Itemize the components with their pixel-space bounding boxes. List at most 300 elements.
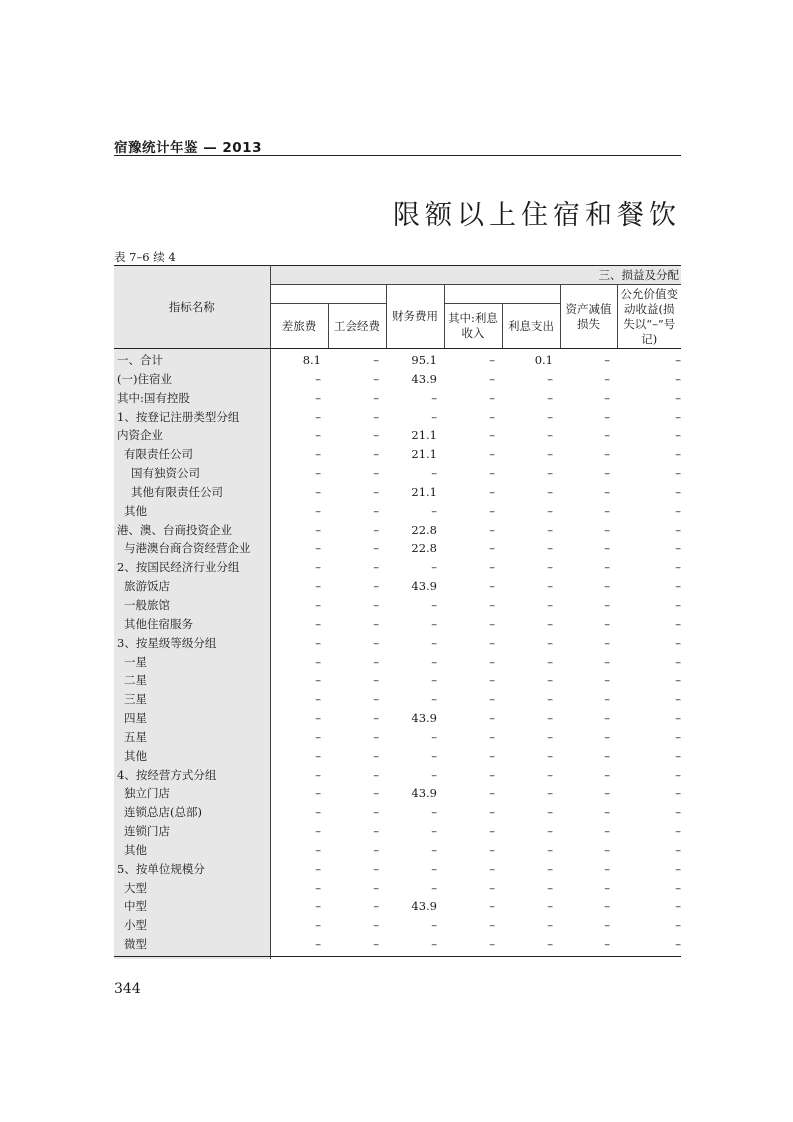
cell-value: – — [675, 748, 682, 763]
cell-value: – — [373, 597, 379, 612]
cell-value: – — [431, 767, 437, 782]
cell-value: – — [675, 918, 682, 933]
cell-value: – — [315, 692, 321, 707]
cell-value: – — [315, 880, 321, 895]
cell-value: – — [373, 861, 379, 876]
cell-value: – — [431, 937, 437, 952]
cell-value: – — [431, 805, 437, 820]
cell-value: – — [373, 899, 379, 914]
cell-value: – — [431, 597, 437, 612]
header-interest-income: 其中:利息收入 — [444, 304, 502, 349]
table-row — [114, 766, 681, 785]
cell-value: – — [604, 466, 610, 481]
row-label: 国有独资公司 — [114, 464, 270, 483]
cell-value: – — [489, 805, 495, 820]
cell-value: – — [431, 560, 437, 575]
row-label: (一)住宿业 — [114, 370, 270, 389]
row-label: 与港澳台商合资经营企业 — [114, 539, 270, 558]
cell-value: – — [489, 579, 495, 594]
cell-value: – — [431, 824, 437, 839]
cell-value: – — [547, 824, 553, 839]
table-row — [114, 747, 681, 766]
cell-value: – — [675, 484, 682, 499]
table-row — [114, 426, 681, 445]
cell-value: – — [489, 635, 495, 650]
row-label: 内资企业 — [114, 426, 270, 445]
cell-value: – — [489, 918, 495, 933]
cell-value: – — [489, 880, 495, 895]
cell-value: – — [489, 503, 495, 518]
cell-value: – — [604, 692, 610, 707]
cell-value: – — [373, 560, 379, 575]
cell-value: – — [604, 880, 610, 895]
cell-value: – — [431, 466, 437, 481]
cell-value: – — [604, 484, 610, 499]
cell-value: – — [489, 899, 495, 914]
cell-value: – — [547, 861, 553, 876]
row-label: 4、按经营方式分组 — [114, 766, 270, 785]
cell-value: – — [489, 371, 495, 386]
cell-value: – — [431, 918, 437, 933]
cell-value: – — [315, 560, 321, 575]
cell-value: – — [315, 805, 321, 820]
cell-value: – — [315, 428, 321, 443]
cell-value: – — [675, 937, 682, 952]
header-blank-group — [270, 285, 386, 304]
cell-value: – — [604, 635, 610, 650]
cell-value: – — [604, 654, 610, 669]
cell-value: – — [315, 824, 321, 839]
table-row — [114, 483, 681, 502]
table-row — [114, 653, 681, 672]
table-row — [114, 841, 681, 860]
cell-value: – — [373, 654, 379, 669]
cell-value: – — [315, 729, 321, 744]
table-row — [114, 690, 681, 709]
cell-value: – — [675, 447, 682, 462]
table-row — [114, 349, 681, 370]
cell-value: 0.1 — [534, 353, 553, 367]
cell-value: – — [675, 880, 682, 895]
cell-value: – — [315, 767, 321, 782]
table-row — [114, 521, 681, 540]
cell-value: – — [373, 748, 379, 763]
cell-value: – — [489, 729, 495, 744]
cell-value: – — [373, 616, 379, 631]
cell-value: – — [315, 522, 321, 537]
cell-value: – — [675, 390, 682, 405]
cell-value: – — [431, 692, 437, 707]
header-travel-expense: 差旅费 — [270, 304, 328, 349]
cell-value: – — [547, 390, 553, 405]
table-row — [114, 370, 681, 389]
table-row — [114, 558, 681, 577]
cell-value: – — [604, 842, 610, 857]
cell-value: – — [315, 918, 321, 933]
cell-value: – — [547, 842, 553, 857]
cell-value: – — [489, 767, 495, 782]
row-label: 连锁门店 — [114, 822, 270, 841]
cell-value: – — [675, 579, 682, 594]
cell-value: – — [373, 767, 379, 782]
cell-value: – — [373, 390, 379, 405]
row-label: 其中:国有控股 — [114, 389, 270, 408]
cell-value: – — [431, 654, 437, 669]
cell-value: – — [604, 353, 610, 367]
table-row — [114, 596, 681, 615]
cell-value: – — [547, 541, 553, 556]
cell-value: – — [489, 692, 495, 707]
row-label: 连锁总店(总部) — [114, 803, 270, 822]
table-label: 表 7–6 续 4 — [114, 250, 176, 264]
table-row — [114, 879, 681, 898]
cell-value: – — [675, 503, 682, 518]
cell-value: – — [373, 918, 379, 933]
cell-value: – — [604, 616, 610, 631]
cell-value: – — [373, 522, 379, 537]
cell-value: – — [675, 899, 682, 914]
table-row — [114, 803, 681, 822]
cell-value: – — [489, 390, 495, 405]
cell-value: – — [547, 899, 553, 914]
cell-value: – — [431, 673, 437, 688]
cell-value: – — [489, 824, 495, 839]
table-row — [114, 502, 681, 521]
cell-value: – — [675, 371, 682, 386]
cell-value: 22.8 — [411, 541, 437, 556]
table-row — [114, 822, 681, 841]
cell-value: – — [431, 390, 437, 405]
cell-value: – — [675, 466, 682, 481]
table-row — [114, 634, 681, 653]
cell-value: – — [547, 428, 553, 443]
cell-value: – — [373, 635, 379, 650]
cell-value: – — [373, 428, 379, 443]
header-interest-expense: 利息支出 — [502, 304, 560, 349]
cell-value: – — [315, 673, 321, 688]
cell-value: – — [315, 899, 321, 914]
row-label: 旅游饭店 — [114, 577, 270, 596]
header-finance-cost: 财务费用 — [386, 285, 444, 349]
cell-value: – — [604, 861, 610, 876]
cell-value: – — [373, 937, 379, 952]
cell-value: – — [547, 937, 553, 952]
cell-value: – — [315, 447, 321, 462]
cell-value: – — [489, 597, 495, 612]
cell-value: – — [489, 447, 495, 462]
cell-value: – — [547, 503, 553, 518]
header-section-profit: 三、损益及分配 — [270, 266, 681, 285]
cell-value: – — [315, 635, 321, 650]
cell-value: – — [489, 937, 495, 952]
cell-value: – — [675, 541, 682, 556]
cell-value: 8.1 — [302, 353, 321, 367]
table-bottom-rule — [114, 956, 681, 957]
cell-value: – — [373, 786, 379, 801]
cell-value: 22.8 — [411, 522, 437, 537]
cell-value: – — [315, 466, 321, 481]
table-row — [114, 389, 681, 408]
cell-value: – — [675, 805, 682, 820]
row-label: 独立门店 — [114, 784, 270, 803]
table-row — [114, 897, 681, 916]
cell-value: – — [675, 786, 682, 801]
cell-value: – — [373, 371, 379, 386]
row-label: 一星 — [114, 653, 270, 672]
chapter-title: 限额以上住宿和餐饮 — [393, 200, 681, 231]
row-label: 一、合计 — [114, 349, 270, 370]
cell-value: – — [373, 579, 379, 594]
cell-value: 43.9 — [411, 371, 437, 386]
cell-value: – — [315, 616, 321, 631]
cell-value: – — [604, 805, 610, 820]
cell-value: – — [373, 692, 379, 707]
row-label: 港、澳、台商投资企业 — [114, 521, 270, 540]
cell-value: – — [373, 729, 379, 744]
cell-value: – — [547, 692, 553, 707]
row-label: 四星 — [114, 709, 270, 728]
cell-value: – — [373, 541, 379, 556]
cell-value: – — [315, 711, 321, 726]
cell-value: – — [675, 428, 682, 443]
table-row — [114, 464, 681, 483]
cell-value: – — [489, 522, 495, 537]
cell-value: – — [315, 409, 321, 424]
cell-value: – — [547, 447, 553, 462]
cell-value: – — [489, 616, 495, 631]
table-row — [114, 577, 681, 596]
cell-value: – — [547, 729, 553, 744]
cell-value: – — [489, 484, 495, 499]
cell-value: – — [675, 824, 682, 839]
cell-value: – — [315, 503, 321, 518]
row-label: 微型 — [114, 935, 270, 959]
cell-value: – — [431, 748, 437, 763]
cell-value: – — [604, 767, 610, 782]
cell-value: – — [604, 748, 610, 763]
cell-value: – — [547, 616, 553, 631]
cell-value: – — [675, 692, 682, 707]
cell-value: – — [489, 673, 495, 688]
header-union-fee: 工会经费 — [328, 304, 386, 349]
cell-value: – — [373, 805, 379, 820]
cell-value: – — [675, 673, 682, 688]
row-label: 其他有限责任公司 — [114, 483, 270, 502]
cell-value: – — [604, 786, 610, 801]
cell-value: – — [604, 409, 610, 424]
cell-value: – — [315, 541, 321, 556]
cell-value: – — [547, 767, 553, 782]
cell-value: – — [315, 371, 321, 386]
cell-value: – — [675, 729, 682, 744]
cell-value: 43.9 — [411, 711, 437, 726]
cell-value: – — [604, 503, 610, 518]
cell-value: – — [373, 824, 379, 839]
cell-value: – — [675, 560, 682, 575]
cell-value: – — [315, 579, 321, 594]
cell-value: 21.1 — [411, 447, 437, 462]
cell-value: – — [547, 786, 553, 801]
cell-value: – — [489, 560, 495, 575]
row-label: 五星 — [114, 728, 270, 747]
cell-value: – — [489, 711, 495, 726]
row-label: 5、按单位规模分 — [114, 860, 270, 879]
cell-value: 43.9 — [411, 899, 437, 914]
cell-value: – — [675, 522, 682, 537]
cell-value: – — [547, 805, 553, 820]
cell-value: – — [373, 353, 379, 367]
row-label: 三星 — [114, 690, 270, 709]
cell-value: – — [675, 861, 682, 876]
cell-value: – — [604, 371, 610, 386]
cell-value: – — [431, 842, 437, 857]
cell-value: – — [315, 861, 321, 876]
cell-value: – — [373, 409, 379, 424]
cell-value: 43.9 — [411, 786, 437, 801]
cell-value: – — [431, 880, 437, 895]
cell-value: – — [675, 654, 682, 669]
cell-value: – — [431, 861, 437, 876]
table-row — [114, 784, 681, 803]
cell-value: – — [373, 447, 379, 462]
header-blank-group-2 — [444, 285, 560, 304]
header-asset-impairment: 资产减值损失 — [560, 285, 617, 349]
cell-value: – — [315, 597, 321, 612]
row-label: 其他 — [114, 747, 270, 766]
cell-value: – — [547, 673, 553, 688]
cell-value: – — [547, 409, 553, 424]
cell-value: – — [675, 353, 682, 367]
cell-value: – — [604, 541, 610, 556]
cell-value: – — [604, 824, 610, 839]
cell-value: – — [547, 748, 553, 763]
cell-value: – — [431, 635, 437, 650]
cell-value: – — [675, 409, 682, 424]
page-number: 344 — [114, 981, 141, 997]
cell-value: – — [315, 842, 321, 857]
cell-value: – — [547, 918, 553, 933]
cell-value: – — [315, 748, 321, 763]
table-row — [114, 445, 681, 464]
cell-value: – — [315, 390, 321, 405]
cell-value: 21.1 — [411, 484, 437, 499]
cell-value: – — [604, 597, 610, 612]
cell-value: – — [604, 673, 610, 688]
cell-value: – — [489, 654, 495, 669]
cell-value: – — [604, 428, 610, 443]
table-body — [114, 349, 681, 960]
cell-value: – — [675, 597, 682, 612]
running-head: 宿豫统计年鉴 — 2013 — [114, 140, 262, 156]
cell-value: – — [489, 748, 495, 763]
cell-value: – — [489, 786, 495, 801]
cell-value: – — [675, 842, 682, 857]
cell-value: – — [604, 899, 610, 914]
cell-value: – — [315, 937, 321, 952]
cell-value: – — [373, 503, 379, 518]
header-fair-value-change: 公允价值变动收益(损失以“–”号记) — [617, 285, 681, 349]
cell-value: – — [489, 466, 495, 481]
cell-value: – — [489, 428, 495, 443]
cell-value: – — [489, 861, 495, 876]
table-row — [114, 408, 681, 427]
cell-value: 95.1 — [411, 353, 437, 367]
cell-value: – — [675, 767, 682, 782]
row-label: 小型 — [114, 916, 270, 935]
table-row — [114, 860, 681, 879]
row-label: 一般旅馆 — [114, 596, 270, 615]
cell-value: – — [547, 711, 553, 726]
row-label: 其他住宿服务 — [114, 615, 270, 634]
row-label: 大型 — [114, 879, 270, 898]
cell-value: – — [315, 786, 321, 801]
cell-value: – — [604, 711, 610, 726]
row-label: 1、按登记注册类型分组 — [114, 408, 270, 427]
cell-value: – — [373, 484, 379, 499]
cell-value: – — [547, 371, 553, 386]
table-row — [114, 916, 681, 935]
cell-value: – — [373, 673, 379, 688]
header-rule — [114, 155, 681, 156]
cell-value: – — [373, 880, 379, 895]
cell-value: – — [675, 711, 682, 726]
cell-value: – — [547, 635, 553, 650]
row-label: 中型 — [114, 897, 270, 916]
table-row — [114, 671, 681, 690]
cell-value: – — [604, 918, 610, 933]
cell-value: – — [547, 466, 553, 481]
cell-value: – — [675, 635, 682, 650]
cell-value: – — [373, 842, 379, 857]
table-row — [114, 539, 681, 558]
cell-value: – — [547, 579, 553, 594]
cell-value: – — [675, 616, 682, 631]
header-indicator-name: 指标名称 — [114, 266, 270, 349]
row-label: 其他 — [114, 841, 270, 860]
row-label: 有限责任公司 — [114, 445, 270, 464]
cell-value: – — [547, 597, 553, 612]
cell-value: – — [547, 560, 553, 575]
cell-value: – — [489, 353, 495, 367]
row-label: 3、按星级等级分组 — [114, 634, 270, 653]
cell-value: 21.1 — [411, 428, 437, 443]
cell-value: – — [431, 616, 437, 631]
cell-value: – — [373, 466, 379, 481]
row-label: 2、按国民经济行业分组 — [114, 558, 270, 577]
cell-value: – — [547, 522, 553, 537]
cell-value: – — [604, 579, 610, 594]
cell-value: – — [489, 541, 495, 556]
cell-value: – — [431, 729, 437, 744]
cell-value: – — [547, 654, 553, 669]
cell-value: – — [431, 503, 437, 518]
cell-value: 43.9 — [411, 579, 437, 594]
cell-value: – — [315, 654, 321, 669]
cell-value: – — [431, 409, 437, 424]
cell-value: – — [604, 729, 610, 744]
cell-value: – — [604, 937, 610, 952]
table-row — [114, 709, 681, 728]
cell-value: – — [373, 711, 379, 726]
cell-value: – — [315, 484, 321, 499]
row-label: 其他 — [114, 502, 270, 521]
statistics-table — [114, 265, 681, 959]
table-row — [114, 615, 681, 634]
cell-value: – — [489, 842, 495, 857]
cell-value: – — [604, 447, 610, 462]
cell-value: – — [489, 409, 495, 424]
cell-value: – — [604, 390, 610, 405]
